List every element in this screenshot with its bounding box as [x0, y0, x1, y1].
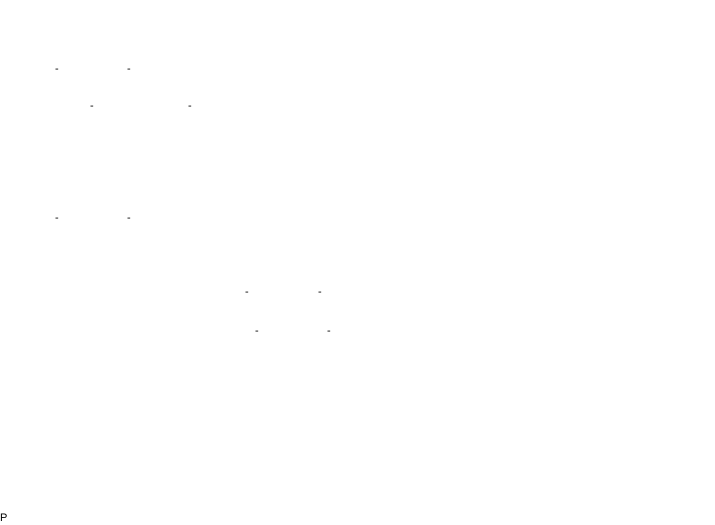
date-separator: - — [327, 325, 331, 337]
snils-separator: - — [90, 100, 94, 112]
date-separator: - — [255, 325, 259, 337]
date-separator: - — [245, 286, 249, 298]
district-label-cutoff: Р — [0, 512, 8, 524]
date-separator: - — [55, 63, 59, 75]
date-separator: - — [318, 286, 322, 298]
date-separator: - — [55, 212, 59, 224]
date-separator: - — [127, 212, 131, 224]
date-separator: - — [127, 63, 131, 75]
snils-separator: - — [188, 100, 192, 112]
